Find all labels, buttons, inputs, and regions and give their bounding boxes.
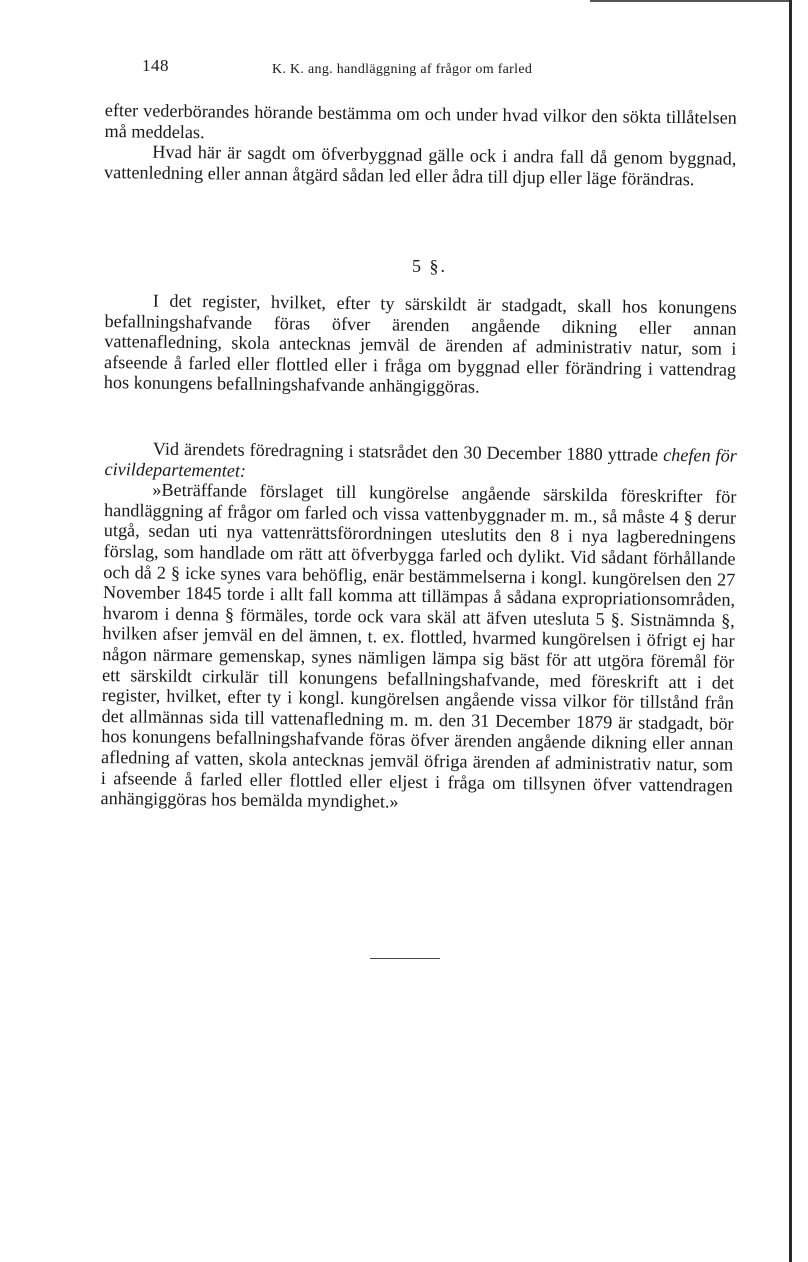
page-number: 148 <box>142 56 169 75</box>
paragraph: efter vederbörandes hörande bestämma om och under hvad vilkor den sökta tillåtelsen må meddelas. <box>104 100 737 142</box>
statement-intro: Vid ärendets föredragning i statsrådet den 30 December 1880 yttrade <box>152 438 659 465</box>
section-5-text-block <box>104 290 737 401</box>
running-title: K. K. ang. handläggning af frågor om farled <box>272 62 533 77</box>
top-text-block <box>104 100 737 190</box>
paragraph: Hvad här är sagdt om öfverbyggnad gälle ock i andra fall då genom byggnad, vattenledning eller annan åtgärd sådan led eller ådra till djup eller läge förändras. <box>104 141 737 189</box>
section-paragraph: I det register, hvilket, efter ty särskildt är stadgadt, skall hos konungens befallningshafvande föras öfver ärenden angående dikning eller annan vattenafledning, skola antecknas jemväl de ärenden af administrativ natur, som i afseende å farled eller flottled eller i fråga om byggnad eller förändring i vattendrag hos konungens befallningshafvande anhängiggöras. <box>103 290 737 397</box>
scan-border-top <box>590 0 790 2</box>
statement-quote: »Beträffande förslaget till kungörelse angående särskilda föreskrifter för handläggning af frågor om farled och vissa vattenbyggnader m. m., så måste 4 § derur utgå, sedan uti nya vattenrättsförordningen uteslutits den 8 i nya lagberedningens förslag, som handlade om rätt att öfverbygga farled och dylikt. Vid sådant förhållande och då 2 § icke synes vara behöflig, enär bestämmelserna i kongl. kungörelsen den 27 November 1845 torde i allt fall komma att tillämpas å sådana expropriationsområden, hvarom i denna § förmäles, torde ock vara skäl att äfven utesluta 5 §. Sistnämnda §, hvilken afser jemväl en del ämnen, t. ex. flottled, hvarmed kungörelsen i öfrigt ej har någon närmare gemenskap, synes nämligen lämpa sig bäst för att utgöra föremål för ett särskildt cirkulär till konungens befallningshafvande, med föreskrift att i det register, hvilket, efter ty i kongl. kungörelsen angående vissa vilkor för tillstånd från det allmännas sida till vattenafledning m. m. den 31 December 1879 är stadgadt, bör hos konungens befallningshafvande föras öfver ärenden angående dikning eller annan afledning af vatten, skola antecknas jemväl öfriga ärenden af administrativ natur, som i afseende å farled eller flottled eller eljest i fråga om tillsynen öfver vattendragen anhängiggöras hos bemälda myndighet.» <box>100 479 737 812</box>
scan-border-right <box>789 0 792 1262</box>
statement-speaker: chefen för civildepartementet: <box>104 444 737 481</box>
closing-rule <box>370 958 440 959</box>
statement-text-block <box>100 438 736 816</box>
section-number: 5 §. <box>412 256 447 276</box>
